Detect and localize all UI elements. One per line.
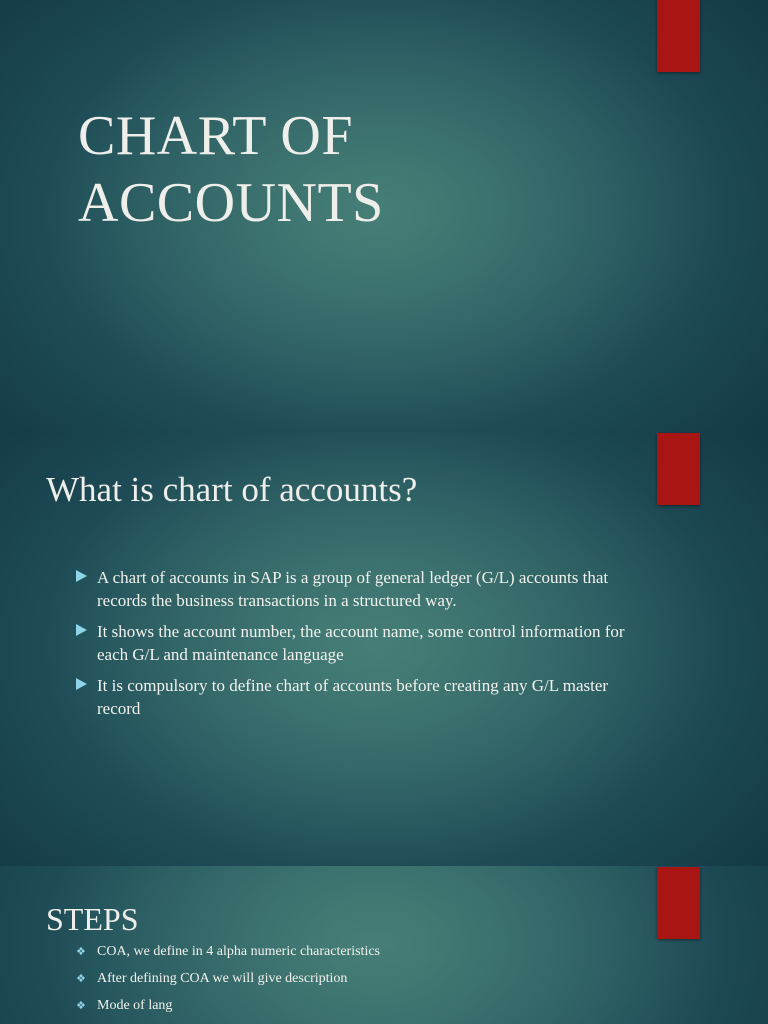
bullet-text: A chart of accounts in SAP is a group of general ledger (G/L) accounts that records the business transactions in a structured way. [97,568,609,610]
step-text: After defining COA we will give description [97,971,348,986]
slide-steps [0,866,768,1024]
slide-title-heading [78,103,598,237]
bullet-text: It is compulsory to define chart of accounts before creating any G/L master record [97,676,609,718]
list-item [76,996,636,1016]
list-item [76,942,636,962]
accent-tab [657,867,700,939]
slide-definition [0,432,768,866]
triangle-bullet-icon [76,570,87,582]
list-item [75,674,645,720]
step-text: Mode of lang [97,998,173,1013]
accent-tab [657,0,700,72]
title-line-2: ACCOUNTS [78,172,384,234]
bullet-text: It shows the account number, the account name, some control information for each G/L and maintenance language [97,622,625,664]
list-item [75,566,645,612]
slide-heading: STEPS [46,901,139,937]
triangle-bullet-icon [76,624,87,636]
title-line-1: CHART OF [78,105,354,167]
accent-tab [657,433,700,505]
slide-title [0,0,768,432]
list-item [75,620,645,666]
diamond-bullet-icon: ❖ [76,972,86,985]
diamond-bullet-icon: ❖ [76,999,86,1012]
diamond-bullet-icon: ❖ [76,945,86,958]
steps-list [76,942,636,1023]
triangle-bullet-icon [76,678,87,690]
bullet-list [75,566,645,728]
slide-heading: What is chart of accounts? [46,470,418,509]
step-text: COA, we define in 4 alpha numeric characteristics [97,944,381,959]
list-item [76,969,636,989]
